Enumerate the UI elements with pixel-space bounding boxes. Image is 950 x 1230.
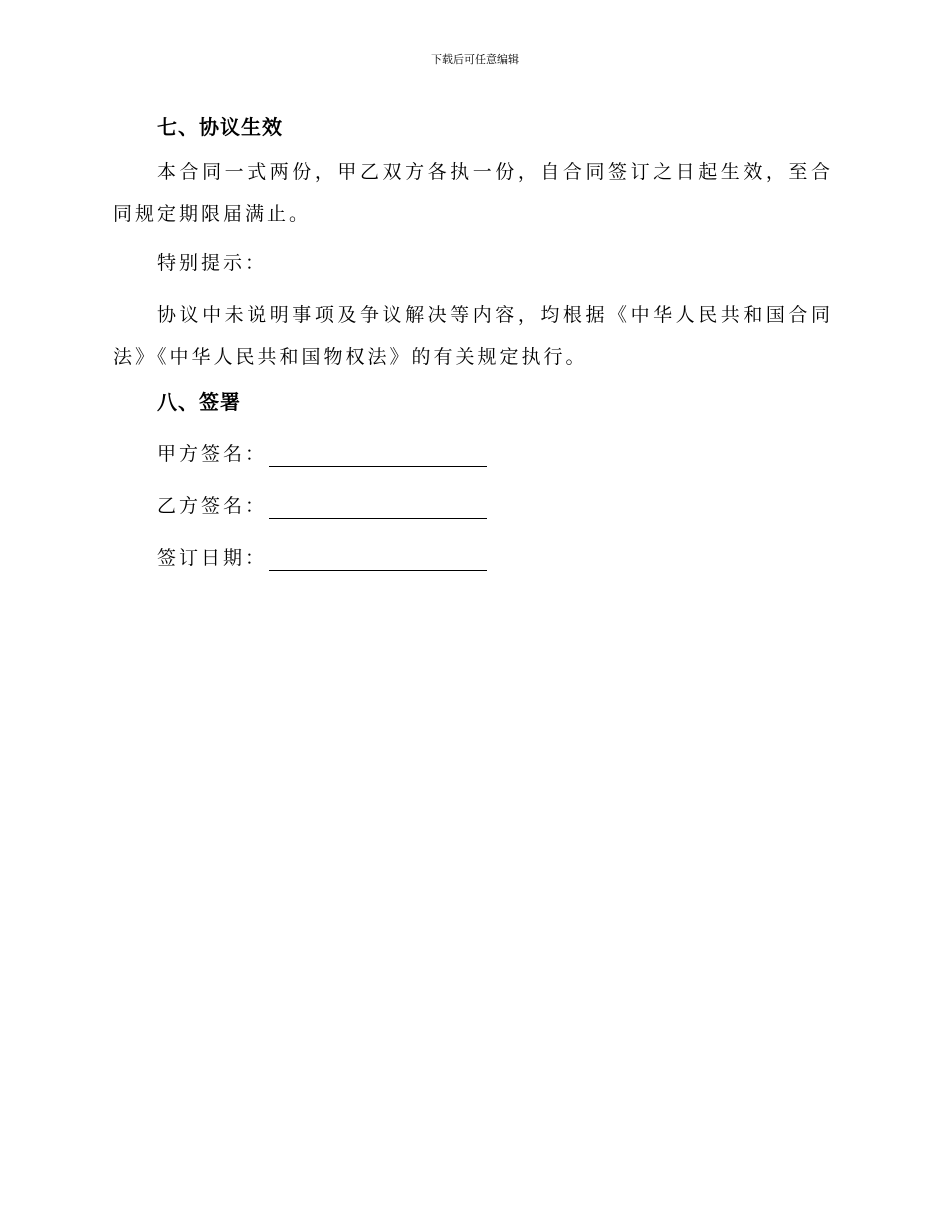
section-8-title: 八、签署 (157, 390, 241, 414)
section-7-title: 七、协议生效 (157, 115, 283, 139)
special-note-paragraph: 协议中未说明事项及争议解决等内容，均根据《中华人民共和国合同法》《中华人民共和国物权法》的有关规定执行。 (113, 304, 833, 368)
signing-date-row (113, 539, 833, 577)
party-b-signature-label: 乙方签名： (157, 495, 268, 517)
party-a-signature-label: 甲方签名： (157, 443, 268, 465)
document-body (113, 110, 833, 577)
special-note-label: 特别提示： (157, 252, 268, 274)
signing-date-label: 签订日期： (157, 547, 268, 569)
party-b-signature-line (269, 492, 487, 519)
signing-date-line (269, 544, 487, 571)
page-header: 下载后可任意编辑 (431, 53, 519, 66)
party-a-signature-row (113, 435, 833, 473)
party-b-signature-row (113, 487, 833, 525)
section-7-paragraph: 本合同一式两份，甲乙双方各执一份，自合同签订之日起生效，至合同规定期限届满止。 (113, 161, 833, 225)
party-a-signature-line (269, 440, 487, 467)
